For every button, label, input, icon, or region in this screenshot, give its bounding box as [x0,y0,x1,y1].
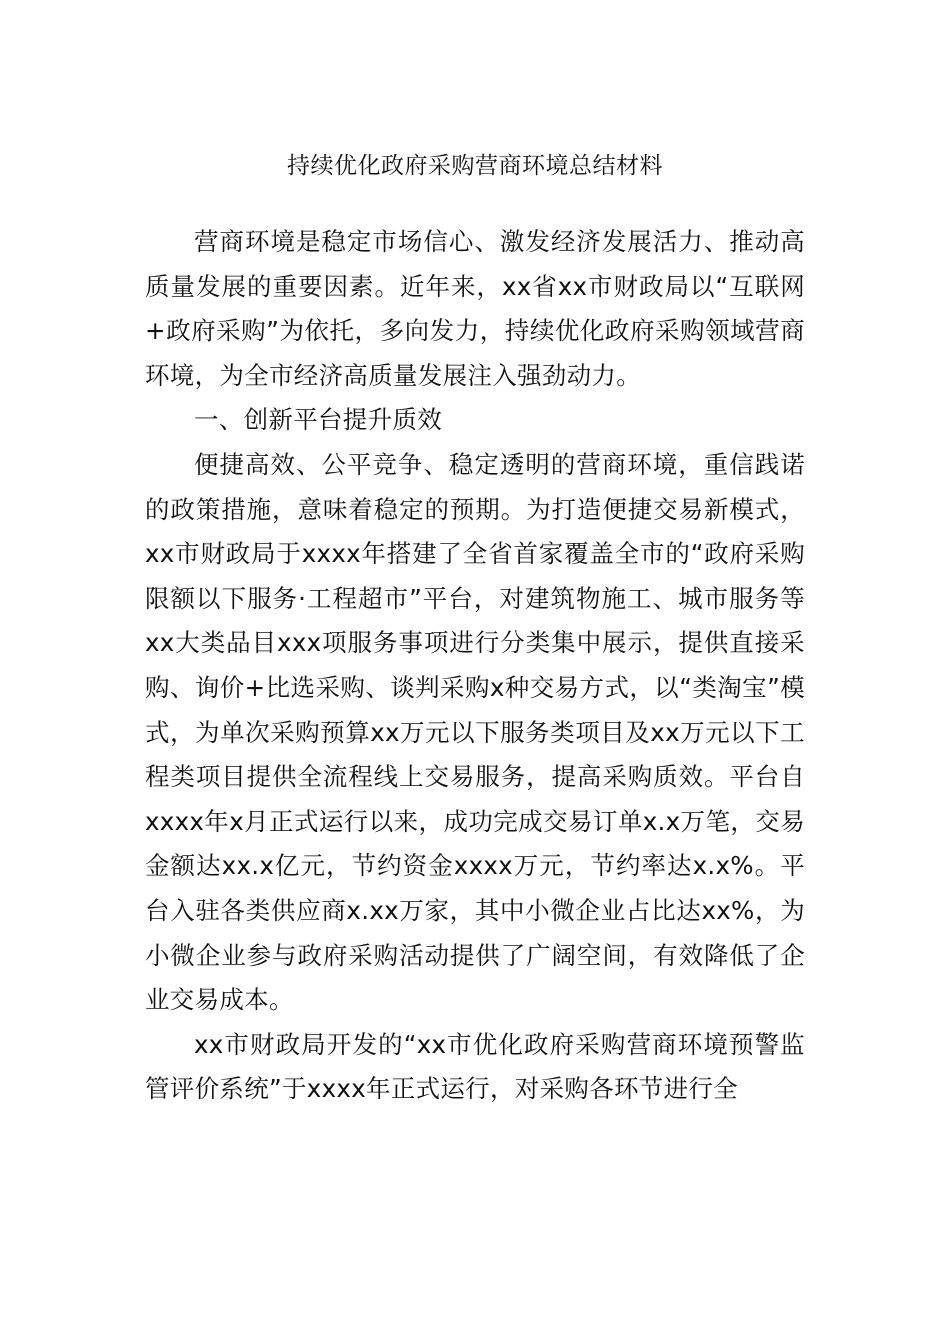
document-body [145,220,805,1112]
paragraph-platform: 便捷高效、公平竞争、稳定透明的营商环境，重信践诺的政策措施，意味着稳定的预期。为打造便捷交易新模式，xx市财政局于xxxx年搭建了全省首家覆盖全市的“政府采购限额以下服务·工程超市”平台，对建筑物施工、城市服务等xx大类品目xxx项服务事项进行分类集中展示，提供直接采购、询价+比选采购、谈判采购x种交易方式，以“类淘宝”模式，为单次采购预算xx万元以下服务类项目及xx万元以下工程类项目提供全流程线上交易服务，提高采购质效。平台自xxxx年x月正式运行以来，成功完成交易订单x.x万笔，交易金额达xx.x亿元，节约资金xxxx万元，节约率达x.x%。平台入驻各类供应商x.xx万家，其中小微企业占比达xx%，为小微企业参与政府采购活动提供了广阔空间，有效降低了企业交易成本。 [145,449,805,1015]
paragraph-intro: 营商环境是稳定市场信心、激发经济发展活力、推动高质量发展的重要因素。近年来，xx省xx市财政局以“互联网+政府采购”为依托，多向发力，持续优化政府采购领域营商环境，为全市经济高质量发展注入强劲动力。 [145,227,805,390]
document-title: 持续优化政府采购营商环境总结材料 [287,153,663,179]
section-heading: 一、创新平台提升质效 [194,405,442,435]
paragraph-system: xx市财政局开发的“xx市优化政府采购营商环境预警监管评价系统”于xxxx年正式运行，对采购各环节进行全 [145,1029,805,1104]
